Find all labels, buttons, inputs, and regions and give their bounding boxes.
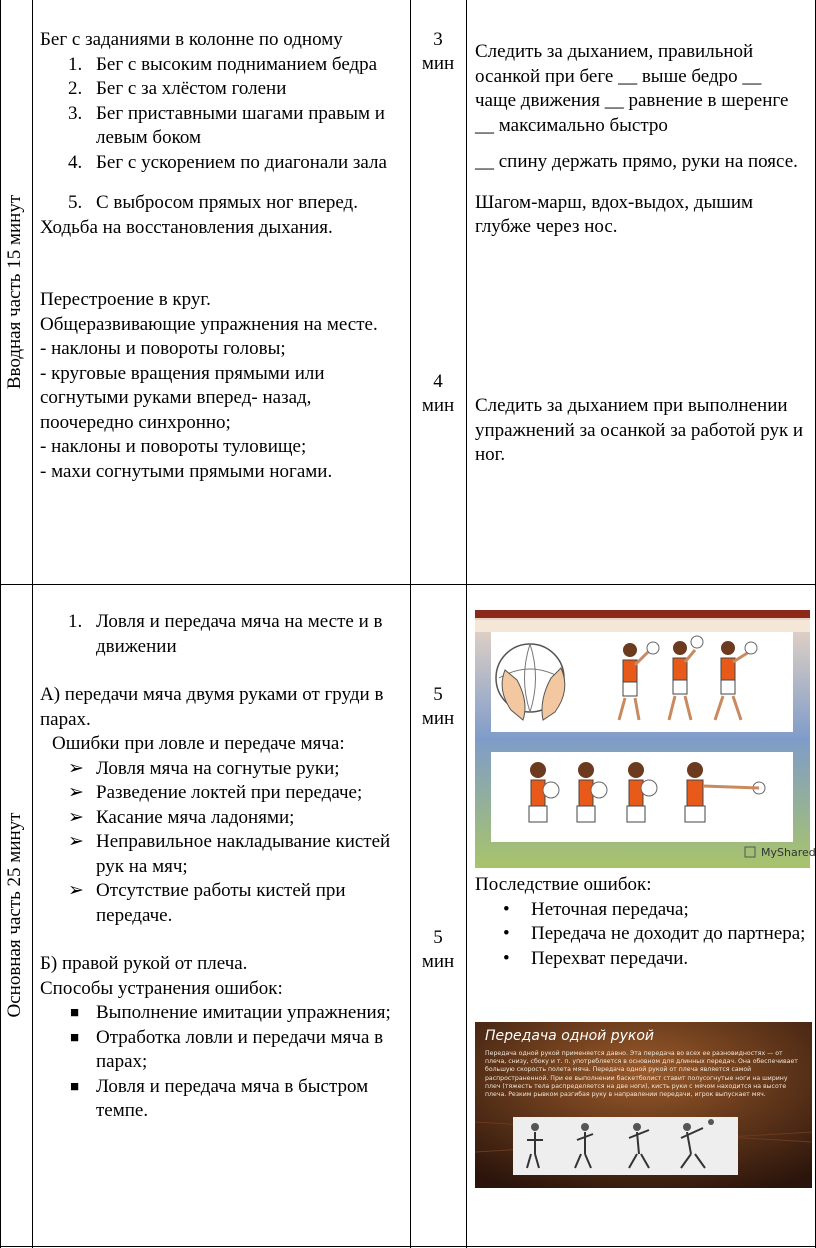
arrow-bullet-icon: ➢ xyxy=(68,880,84,901)
table-border-col1 xyxy=(32,0,33,1248)
fix-title: Способы устранения ошибок: xyxy=(40,977,283,999)
errors-title: Ошибки при ловле и передаче мяча: xyxy=(52,733,345,754)
notes-text: Следить за дыханием при выполнении упражнений за осанкой за работой рук и ног. xyxy=(475,395,804,465)
square-bullet-icon: ■ xyxy=(70,1029,80,1046)
time-cell: 4 мин xyxy=(421,371,455,416)
a-title: А) передачи мяча двумя руками от груди в парах. xyxy=(40,684,384,730)
dot-bullet-icon: • xyxy=(503,947,510,969)
table-border-left xyxy=(0,0,1,1248)
passing-technique-image xyxy=(475,610,816,868)
arrow-bullet-icon: ➢ xyxy=(68,782,84,803)
list-item: ➢ Неправильное накладывание кистей рук на мяч; xyxy=(68,831,391,877)
main-content xyxy=(40,610,405,1124)
passing-illustration xyxy=(475,610,816,868)
ору-item: - круговые вращения прямыми или согнутыми руками вперед- назад, поочередно синхронно; xyxy=(40,362,325,433)
time-cell: 5 мин xyxy=(421,927,455,972)
list-item: ➢ Касание мяча ладонями; xyxy=(40,806,405,831)
list-item: • Передача не доходит до партнера; xyxy=(475,922,810,947)
list-item: 3. Бег приставными шагами правым и левым боком xyxy=(68,102,385,148)
list-item: ■ Выполнение имитации упражнения; xyxy=(40,1001,405,1026)
ору-text: Общеразвивающие упражнения на месте. xyxy=(40,313,378,335)
notes-text: __ спину держать прямо, руки на поясе. xyxy=(475,151,798,172)
list-item: ■ Отработка ловли и передачи мяча в парах; xyxy=(70,1026,384,1072)
intro-content xyxy=(40,28,405,484)
square-bullet-icon: ■ xyxy=(70,1005,80,1021)
table-row-divider xyxy=(0,584,816,585)
time-cell: 5 мин xyxy=(421,684,455,729)
ору-item: - наклоны и повороты головы; xyxy=(40,338,286,359)
notes-text: Шагом-марш, вдох-выдох, дышим глубже через нос. xyxy=(475,191,754,237)
consequences-title: Последствие ошибок: xyxy=(475,874,652,895)
list-item: ➢ Отсутствие работы кистей при передаче. xyxy=(68,880,346,926)
arrow-bullet-icon: ➢ xyxy=(68,806,84,828)
intro-notes xyxy=(475,40,805,240)
ору-item: - махи согнутыми прямыми ногами. xyxy=(40,460,333,482)
list-item: 1. Ловля и передача мяча на месте и в движении xyxy=(68,611,383,657)
walk-text: Ходьба на восстановления дыхания. xyxy=(40,216,333,238)
b-title: Б) правой рукой от плеча. xyxy=(40,953,248,974)
table-bottom-border xyxy=(0,1246,816,1247)
dot-bullet-icon: • xyxy=(503,898,510,920)
slide-text: Передача одной рукой применяется давно. Эта передача во всех ее разновидностях — от плеча, снизу, сбоку и т. п. употребляется в основном для длинных передач. Она обеспечивает большую скорость полета мяча. Передача одной рукой от плеча является самой распространенной. При ее выполнении баскетболист ставит полусогнутые ноги на ширину плеч (тяжесть тела распределяется на две ноги), кисть руки с мячом находится на высоте плеча. Резким рывком разгибая руку в направлении передачи, игрок выпускает мяч. xyxy=(485,1050,798,1099)
list-item: ➢ Разведение локтей при передаче; xyxy=(40,781,405,806)
intro-notes-2 xyxy=(475,394,805,468)
square-bullet-icon: ■ xyxy=(70,1078,80,1095)
arrow-bullet-icon: ➢ xyxy=(68,831,84,852)
watermark: MyShared xyxy=(761,846,816,859)
list-item: 1. Бег с высоким подниманием бедра xyxy=(68,53,378,75)
table-border-col3 xyxy=(466,0,467,1248)
list-item: • Неточная передача; xyxy=(475,898,810,923)
section-label-intro: Вводная часть 15 минут xyxy=(4,194,25,390)
table-border-col2 xyxy=(410,0,411,1248)
rebuild-text: Перестроение в круг. xyxy=(40,289,211,310)
list-item: 2. Бег с за хлёстом голени xyxy=(68,78,287,99)
list-item: 5. С выбросом прямых ног вперед. xyxy=(68,192,358,213)
list-item: • Перехват передачи. xyxy=(475,947,810,972)
arrow-bullet-icon: ➢ xyxy=(68,757,84,779)
ору-item: - наклоны и повороты туловище; xyxy=(40,436,307,457)
time-cell: 3 мин xyxy=(421,29,455,74)
section-label-main: Основная часть 25 минут xyxy=(4,812,25,1018)
dot-bullet-icon: • xyxy=(503,923,510,944)
consequences xyxy=(475,873,810,971)
slide-title: Передача одной рукой xyxy=(485,1028,655,1044)
slide-image xyxy=(475,1022,812,1188)
notes-text: Следить за дыханием, правильной осанкой при беге __ выше бедро __ чаще движения __ равнение в шеренге __ максимально быстро xyxy=(475,41,789,136)
list-item: ➢ Ловля мяча на согнутые руки; xyxy=(40,757,405,782)
list-item: ■ Ловля и передача мяча в быстром темпе. xyxy=(70,1075,369,1121)
list-item: 4. Бег с ускорением по диагонали зала xyxy=(68,151,387,173)
intro-heading: Бег с заданиями в колонне по одному xyxy=(40,29,343,50)
